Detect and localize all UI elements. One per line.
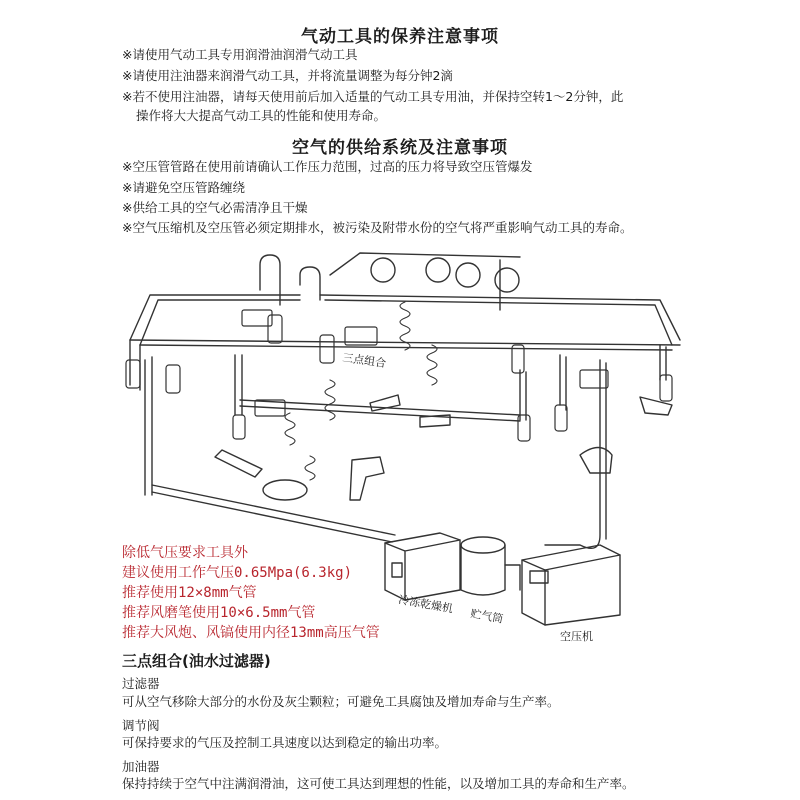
regulator-description: 可保持要求的气压及控制工具速度以达到稳定的输出功率。 (122, 735, 448, 750)
air-supply-title: 空气的供给系统及注意事项 (292, 138, 508, 158)
recommendation-4: 推荐风磨笔使用10×6.5mm气管 (122, 605, 316, 621)
coiled-hoses (285, 302, 437, 480)
triple-unit-title: 三点组合(油水过滤器) (122, 652, 271, 670)
dryer-label: 冷冻乾燥机 (397, 593, 454, 616)
air-supply-note-2: ※请避免空压管路缠绕 (122, 180, 245, 195)
pipe-network (130, 253, 680, 548)
filter-units (126, 310, 672, 441)
maintenance-note-2: ※请使用注油器来润滑气动工具，并将流量调整为每分钟2滴 (122, 68, 453, 83)
tank-label: 贮气筒 (469, 607, 505, 626)
compressor-label: 空压机 (560, 630, 593, 643)
air-supply-note-4: ※空气压缩机及空压管必须定期排水，被污染及附带水份的空气将严重影响气动工具的寿命。 (122, 220, 633, 235)
recommendation-3: 推荐使用12×8mm气管 (122, 585, 257, 601)
filter-description: 可从空气移除大部分的水份及灰尘颗粒；可避免工具腐蚀及增加寿命与生产率。 (122, 694, 560, 709)
recommendation-1: 除低气压要求工具外 (122, 545, 248, 561)
maintenance-title: 气动工具的保养注意事项 (301, 27, 499, 47)
regulator-heading: 调节阀 (122, 718, 160, 733)
lubricator-heading: 加油器 (122, 759, 160, 774)
maintenance-note-1: ※请使用气动工具专用润滑油润滑气动工具 (122, 47, 358, 62)
air-supply-note-1: ※空压管管路在使用前请确认工作压力范围，过高的压力将导致空压管爆发 (122, 159, 533, 174)
hose-reels (371, 258, 519, 292)
triple-unit-label: 三点组合 (341, 351, 387, 371)
maintenance-note-3-cont: 操作将大大提高气动工具的性能和使用寿命。 (136, 108, 387, 123)
filter-heading: 过滤器 (122, 676, 160, 691)
recommendation-5: 推荐大风炮、风镐使用内径13mm高压气管 (122, 625, 380, 641)
maintenance-note-3: ※若不使用注油器，请每天使用前后加入适量的气动工具专用油，并保持空转1～2分钟，此 (122, 89, 624, 104)
lubricator-description: 保持持续于空气中注满润滑油，这可使工具达到理想的性能，以及增加工具的寿命和生产率。 (122, 776, 635, 791)
air-supply-note-3: ※供给工具的空气必需清净且干燥 (122, 200, 308, 215)
recommendation-2: 建议使用工作气压0.65Mpa(6.3kg) (122, 565, 353, 581)
air-system-diagram (0, 245, 800, 645)
